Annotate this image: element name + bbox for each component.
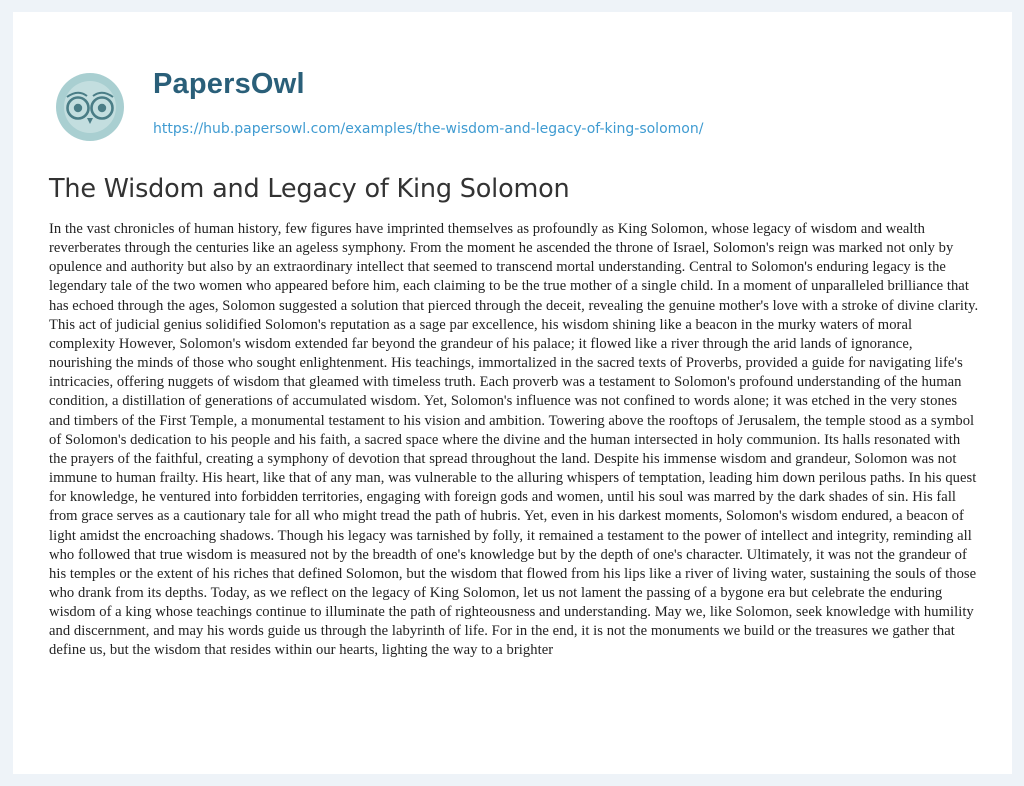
brand-name: PapersOwl: [153, 68, 305, 100]
owl-logo-icon: [52, 72, 142, 162]
header: [52, 58, 952, 148]
article-body: In the vast chronicles of human history, few figures have imprinted themselves as profoundly as King Solomon, whose legacy of wisdom and wealth reverberates through the centuries like an ageless symphony. From the moment he ascended the throne of Israel, Solomon's reign was marked not only by opulence and authority but also by an extraordinary intellect that seemed to transcend mortal understanding. Central to Solomon's enduring legacy is the legendary tale of the two women who appeared before him, each claiming to be the true mother of a single child. In a moment of unparalleled brilliance that has echoed through the ages, Solomon suggested a solution that pierced through the deceit, revealing the genuine mother's love with a stroke of divine clarity. This act of judicial genius solidified Solomon's reputation as a sage par excellence, his wisdom shining like a beacon in the murky waters of moral complexity However, Solomon's wisdom extended far beyond the grandeur of his palace; it flowed like a river through the arid lands of ignorance, nourishing the minds of those who sought enlightenment. His teachings, immortalized in the sacred texts of Proverbs, provided a guide for navigating life's intricacies, offering nuggets of wisdom that gleamed with timeless truth. Each proverb was a testament to Solomon's profound understanding of the human condition, a distillation of generations of accumulated wisdom. Yet, Solomon's influence was not confined to words alone; it was etched in the very stones and timbers of the First Temple, a monumental testament to his vision and ambition. Towering above the rooftops of Jerusalem, the temple stood as a symbol of Solomon's dedication to his people and his faith, a sacred space where the divine and the human intersected in holy communion. Its halls resonated with the prayers of the faithful, creating a symphony of devotion that spread throughout the land. Despite his immense wisdom and grandeur, Solomon was not immune to human frailty. His heart, like that of any man, was vulnerable to the alluring whispers of temptation, leading him down perilous paths. In his quest for knowledge, he ventured into forbidden territories, engaging with foreign gods and women, until his soul was marred by the dark shades of sin. His fall from grace serves as a cautionary tale for all who might tread the path of hubris. Yet, even in his darkest moments, Solomon's wisdom endured, a beacon of light amidst the encroaching shadows. Though his legacy was tarnished by folly, it remained a testament to the power of intellect and integrity, reminding all who followed that true wisdom is measured not by the breadth of one's knowledge but by the depth of one's character. Ultimately, it was not the grandeur of his temples or the extent of his riches that defined Solomon, but the wisdom that flowed from his lips like a river of living water, sustaining the souls of those who drank from its depths. Today, as we reflect on the legacy of King Solomon, let us not lament the passing of a bygone era but celebrate the enduring wisdom of a king whose teachings continue to illuminate the path of righteousness and understanding. May we, like Solomon, seek knowledge with humility and discernment, and may his words guide us through the labyrinth of life. For in the end, it is not the monuments we build or the treasures we gather that define us, but the wisdom that resides within our hearts, lighting the way to a brighter: [49, 221, 979, 659]
source-url-link[interactable]: https://hub.papersowl.com/examples/the-wisdom-and-legacy-of-king-solomon/: [153, 121, 704, 137]
document-page: [13, 12, 1012, 774]
page-title: The Wisdom and Legacy of King Solomon: [49, 174, 570, 204]
